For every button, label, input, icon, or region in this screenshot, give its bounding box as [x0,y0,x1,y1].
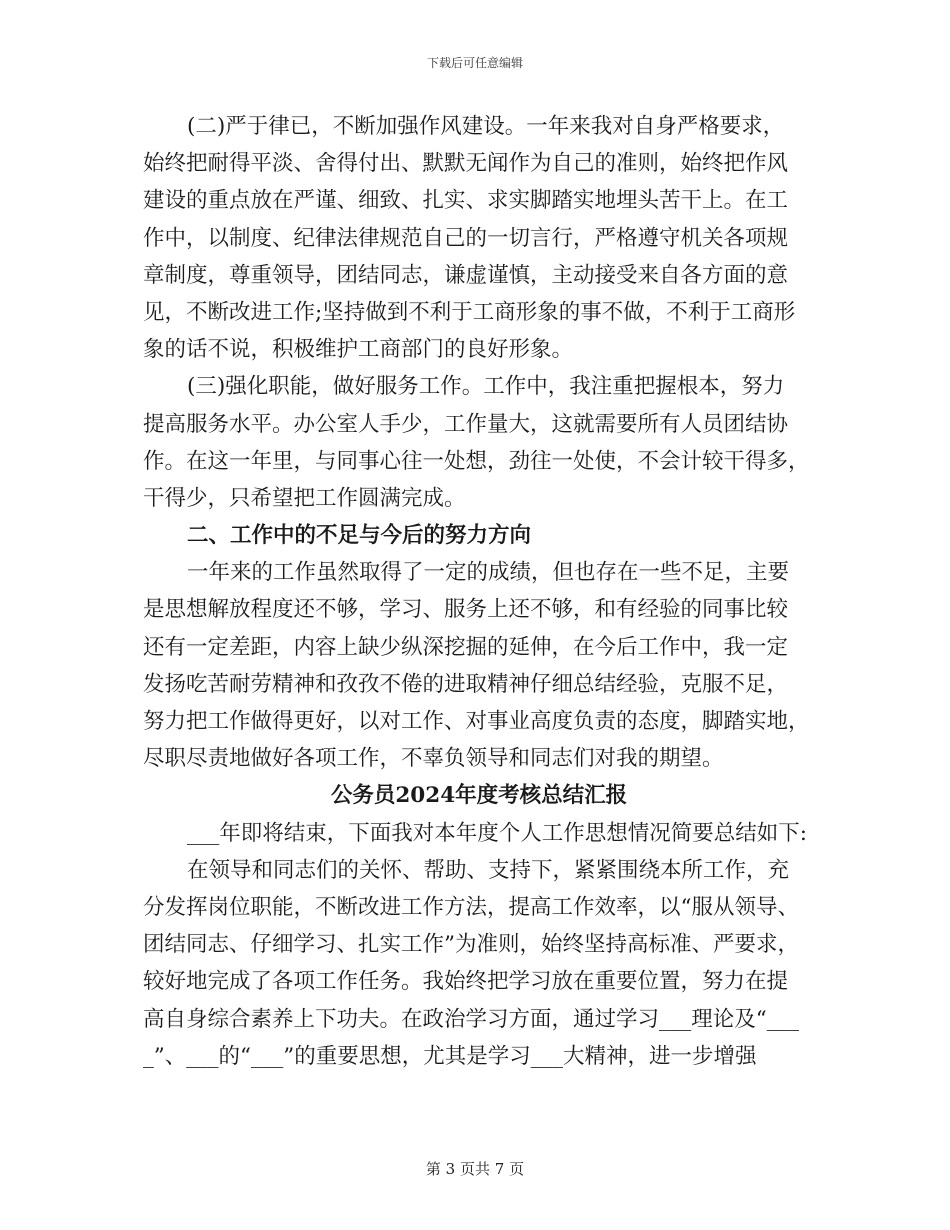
section-heading: 二、工作中的不足与今后的努力方向 [187,523,532,549]
document-title: 公务员2024年度考核总结汇报 [330,783,628,809]
paragraph-line: 尽职尽责地做好各项工作，不辜负领导和同志们对我的期望。 [143,746,724,772]
paragraph-line: 始终把耐得平淡、舍得付出、默默无闻作为自己的准则，始终把作风 [143,151,789,177]
paragraph-line: 象的话不说，积极维护工商部门的良好形象。 [143,337,574,363]
paragraph-line: 作。在这一年里，与同事心往一处想，劲往一处使，不会计较干得多， [143,448,810,474]
paragraph-line: 发扬吃苦耐劳精神和孜孜不倦的进取精神仔细总结经验，克服不足， [143,671,789,697]
paragraph-line: 高自身综合素养上下功夫。在政治学习方面，通过学习___理论及“___ [143,1006,799,1032]
paragraph-line: 一年来的工作虽然取得了一定的成绩，但也存在一些不足，主要 [187,560,790,586]
paragraph-line: (三)强化职能，做好服务工作。工作中，我注重把握根本，努力 [187,374,785,400]
paragraph-line: 较好地完成了各项工作任务。我始终把学习放在重要位置，努力在提 [143,969,789,995]
paragraph-line: 建设的重点放在严谨、细致、扎实、求实脚踏实地埋头苦干上。在工 [143,188,789,214]
paragraph-line: 作中，以制度、纪律法律规范自己的一切言行，严格遵守机关各项规 [143,225,789,251]
header-note: 下载后可任意编辑 [426,56,523,70]
paragraph-line: 干得少，只希望把工作圆满完成。 [143,485,466,511]
paragraph-line: 在领导和同志们的关怀、帮助、支持下，紧紧围绕本所工作，充 [187,857,790,883]
paragraph-line: 见，不断改进工作;坚持做到不利于工商形象的事不做，不利于工商形 [143,299,796,325]
paragraph-line: _”、___的“___”的重要思想，尤其是学习___大精神，进一步增强 [143,1043,757,1069]
page-footer: 第 3 页共 7 页 [425,1160,525,1178]
paragraph-line: 团结同志、仔细学习、扎实工作”为准则，始终坚持高标准、严要求， [143,932,799,958]
paragraph-line: 分发挥岗位职能，不断改进工作方法，提高工作效率，以“服从领导、 [143,894,799,920]
paragraph-line: 还有一定差距，内容上缺少纵深挖掘的延伸，在今后工作中，我一定 [143,634,789,660]
paragraph-line: 努力把工作做得更好，以对工作、对事业高度负责的态度，脚踏实地， [143,709,810,734]
document-body [143,108,815,1075]
paragraph-line: 是思想解放程度还不够，学习、服务上还不够，和有经验的同事比较 [143,597,789,623]
paragraph-line: (二)严于律已，不断加强作风建设。一年来我对自身严格要求， [187,114,785,139]
paragraph-line: ___年即将结束，下面我对本年度个人工作思想情况简要总结如下: [187,820,807,846]
paragraph-line: 章制度，尊重领导，团结同志，谦虚谨慎，主动接受来自各方面的意 [143,262,789,288]
paragraph-line: 提高服务水平。办公室人手少，工作量大，这就需要所有人员团结协 [143,411,789,437]
